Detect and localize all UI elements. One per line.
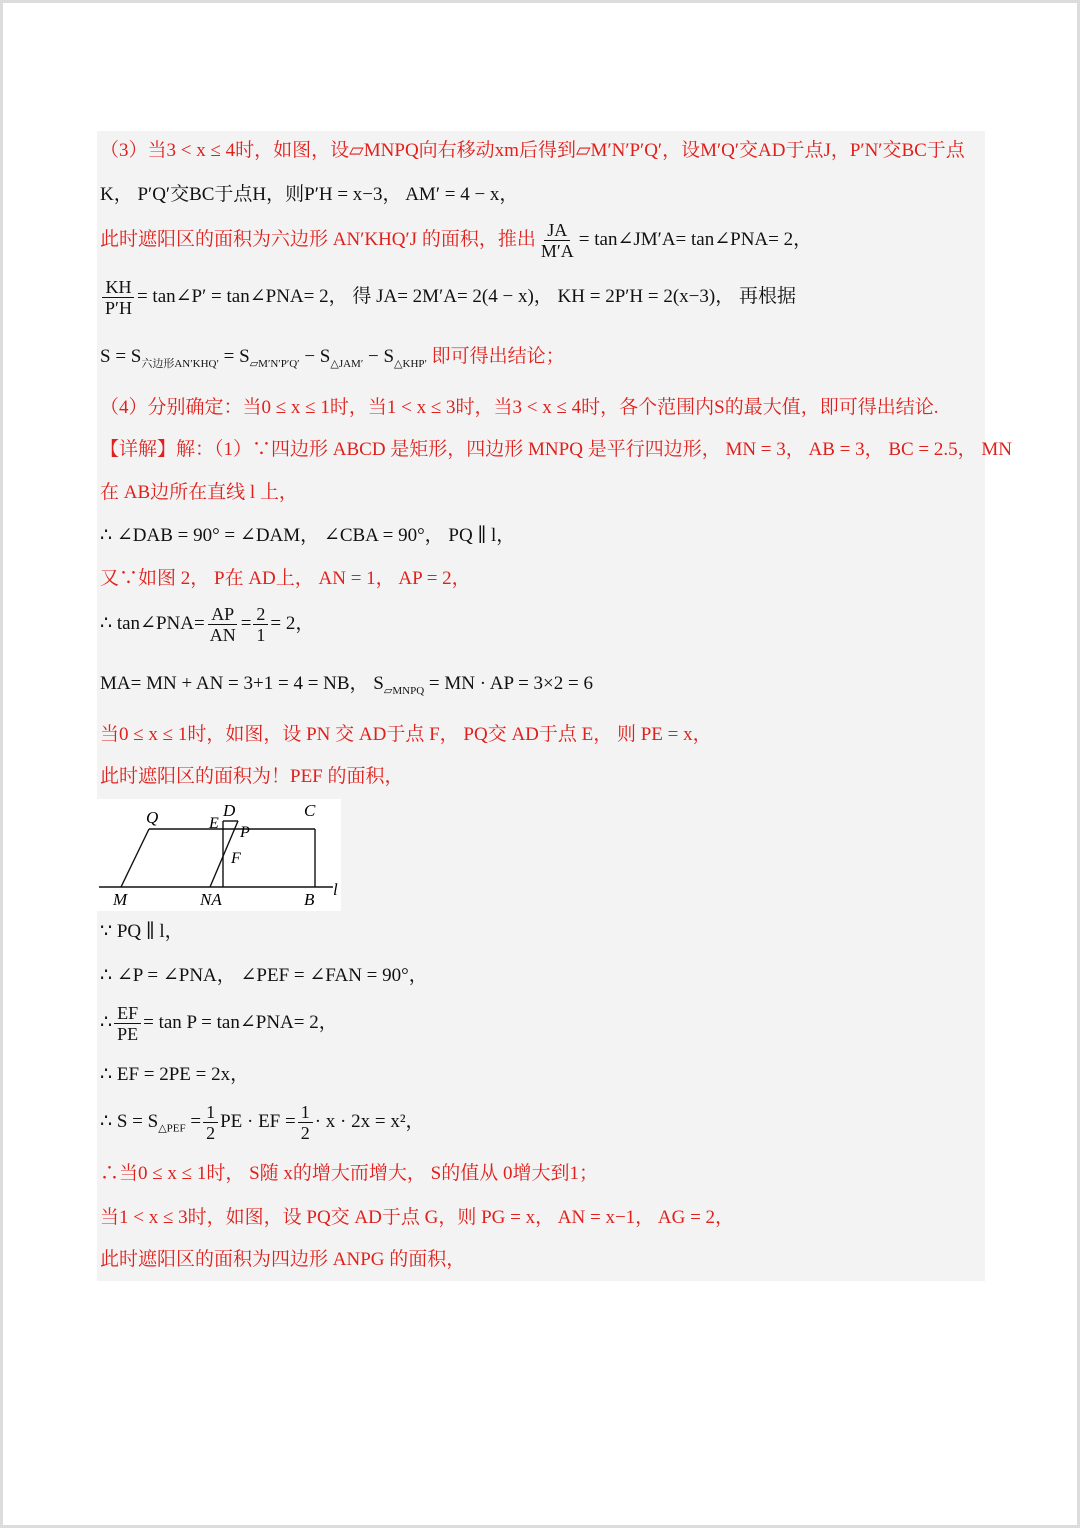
line-anpg-area: 此时遮阳区的面积为四边形 ANPG 的面积， (100, 1249, 466, 1270)
line-ef-pe: ∴ $\frac{EF}{PE}$ = tan P = tan∠PNA= 2， (100, 1003, 338, 1044)
line-area-formula: $S = S_{六边形AN'KHQ'} = S_{▱M'N'P'Q'} - S_{\triangle JAM'} - S_{\triangle KHP'}$ 即可得出结论； (100, 346, 565, 370)
kh-relation-text: = tan∠P′ = tan∠PNA= 2， 得 JA= 2M′A= 2(4 − x)， KH = 2P′H = 2(x−3)， 再根据 (136, 285, 796, 307)
segment-qm (121, 829, 149, 887)
label-q: Q (146, 808, 159, 827)
line-kh-relation (100, 277, 796, 318)
label-l: l (333, 880, 338, 899)
line-hexagon-area (100, 220, 812, 261)
label-na: NA (200, 890, 222, 909)
fraction-ja-ma: $\frac{JA}{M'A}$ (540, 220, 574, 261)
line-part4: （4）分别确定：当0 ≤ x ≤ 1时，当1 < x ≤ 3时，当3 < x ≤ 4时，各个范围内S的最大值，即可得出结论. (100, 397, 939, 418)
line-tan-pna: ∴ tan∠PNA= $\frac{AP}{AN}$ = $\frac{2}{1}$ = 2， (100, 604, 315, 645)
line-ma-value: MA= MN + AN = 3+1 = 4 = NB， $S_{▱MNPQ}$ = MN · AP = 3×2 = 6 (100, 673, 593, 697)
line-mn-on-ab: 在 AB边所在直线 l 上， (100, 482, 298, 503)
geometry-figure (97, 799, 341, 911)
fraction-ef-pe: $\frac{EF}{PE}$ (114, 1003, 141, 1044)
line-s-formula: ∴ $S = S_{\triangle PEF}$ = $\frac{1}{2}$ PE · EF = $\frac{1}{2}$ · x · 2x = x²， (100, 1102, 425, 1143)
label-p: P (240, 824, 250, 841)
line-part3-intro: （3）当3 < x ≤ 4时，如图，设▱MNPQ向右移动xm后得到▱M′N′P′Q′，设M′Q′交AD于点J，P′N′交BC于点 (100, 140, 965, 161)
label-d: D (223, 801, 236, 820)
line-s-increase: ∴当0 ≤ x ≤ 1时， S随 x的增大而增大， S的值从 0增大到1； (100, 1163, 598, 1184)
line-ef-value: ∴ EF = 2PE = 2x， (100, 1064, 250, 1085)
tan-relation: = tan∠JM′A= tan∠PNA= 2， (578, 228, 813, 250)
label-c: C (304, 801, 316, 820)
line-case-1-3: 当1 < x ≤ 3时，如图，设 PQ交 AD于点 G，则 PG = x， AN = x−1， AG = 2， (100, 1207, 735, 1228)
line-angle-equal: ∴ ∠P = ∠PNA， ∠PEF = ∠FAN = 90°， (100, 965, 428, 986)
line-pq-parallel: ∵ PQ ∥ l， (100, 921, 184, 942)
fraction-2-1: $\frac{2}{1}$ (253, 604, 268, 645)
line-part3-points: K， P′Q′交BC于点H，则P′H = x−3， AM′ = 4 − x， (100, 184, 519, 205)
hexagon-text: 此时遮阳区的面积为六边形 AN′KHQ′J 的面积，推出 (100, 228, 536, 250)
figure-svg (97, 799, 341, 911)
label-e: E (209, 815, 219, 832)
fraction-kh-ph: $\frac{KH}{P'H}$ (102, 277, 135, 318)
label-b: B (304, 890, 315, 909)
fraction-ap-an: $\frac{AP}{AN}$ (209, 604, 236, 645)
line-angles: ∴ ∠DAB = 90° = ∠DAM， ∠CBA = 90°， PQ ∥ l， (100, 525, 516, 546)
fraction-half-2: $\frac{1}{2}$ (298, 1102, 313, 1143)
line-solution-start: 【详解】解：（1）∵四边形 ABCD 是矩形，四边形 MNPQ 是平行四边形， MN = 3， AB = 3， BC = 2.5， MN (100, 439, 1013, 460)
fraction-half-1: $\frac{1}{2}$ (203, 1102, 218, 1143)
label-f: F (231, 850, 241, 867)
line-figure2: 又∵如图 2， P在 AD上， AN = 1， AP = 2， (100, 568, 471, 589)
line-pef-area: 此时遮阳区的面积为！PEF 的面积， (100, 766, 404, 787)
label-m: M (113, 890, 128, 909)
line-case-0-1: 当0 ≤ x ≤ 1时，如图，设 PN 交 AD于点 F， PQ交 AD于点 E， 则 PE = x， (100, 724, 712, 745)
